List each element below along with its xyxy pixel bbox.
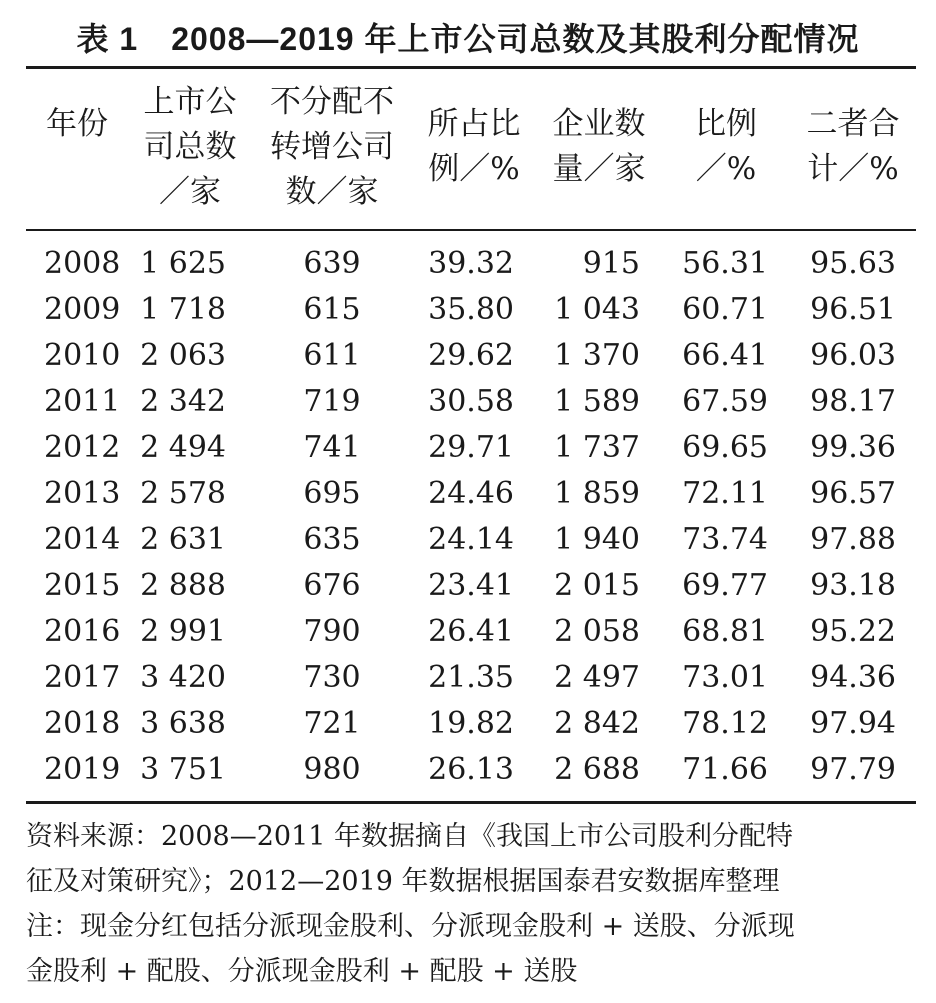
- no-distribution-cell: 730: [303, 659, 361, 695]
- no-distribution-cell: 721: [303, 705, 361, 741]
- share-ratio-cell: 39.32: [428, 245, 514, 281]
- combined-cell: 96.51: [810, 291, 896, 327]
- year-cell: 2016: [44, 613, 121, 649]
- header-line: 比例: [695, 106, 757, 142]
- year-cell: 2017: [44, 659, 121, 695]
- combined-cell: 99.36: [810, 429, 896, 465]
- table-row: [26, 608, 916, 654]
- source-note: 资料来源：2008—2011 年数据摘自《我国上市公司股利分配特: [26, 821, 794, 852]
- company-count-cell: 2 497: [554, 659, 640, 695]
- header-line: ／家: [159, 174, 221, 210]
- ratio-cell: 68.81: [682, 613, 768, 649]
- no-distribution-cell: 695: [303, 475, 361, 511]
- company-count-cell: 1 737: [554, 429, 640, 465]
- share-ratio-cell: 21.35: [428, 659, 514, 695]
- combined-cell: 97.88: [810, 521, 896, 557]
- combined-cell: 98.17: [810, 383, 896, 419]
- ratio-cell: 69.77: [682, 567, 768, 603]
- share-ratio-cell: 29.62: [428, 337, 514, 373]
- header-company-count: [536, 102, 662, 192]
- year-cell: 2018: [44, 705, 121, 741]
- company-count-cell: 1 370: [554, 337, 640, 373]
- no-distribution-cell: 719: [303, 383, 361, 419]
- table-title: 表 1 2008—2019 年上市公司总数及其股利分配情况: [76, 21, 860, 57]
- header-total-companies: [128, 80, 252, 215]
- total-companies-cell: 3 638: [140, 705, 226, 741]
- total-companies-cell: 2 631: [140, 521, 226, 557]
- no-distribution-cell: 615: [303, 291, 361, 327]
- header-line: 企业数: [552, 106, 646, 142]
- no-distribution-cell: 980: [303, 751, 361, 787]
- table-row: [26, 378, 916, 424]
- total-companies-cell: 3 751: [140, 751, 226, 787]
- year-cell: 2008: [44, 245, 121, 281]
- table-row: [26, 240, 916, 286]
- combined-cell: 95.22: [810, 613, 896, 649]
- share-ratio-cell: 24.46: [428, 475, 514, 511]
- explanatory-note: 金股利 + 配股、分派现金股利 + 配股 + 送股: [26, 956, 578, 987]
- ratio-cell: 60.71: [682, 291, 768, 327]
- header-line: 司总数: [143, 129, 237, 165]
- header-no-distribution: [252, 80, 412, 215]
- total-companies-cell: 2 494: [140, 429, 226, 465]
- table-row: [26, 470, 916, 516]
- header-share-ratio: [412, 102, 536, 192]
- total-companies-cell: 2 063: [140, 337, 226, 373]
- data-table: [26, 240, 916, 792]
- table-row: [26, 562, 916, 608]
- header-line: 例／%: [428, 151, 520, 187]
- top-rule: [26, 66, 916, 69]
- table-row: [26, 424, 916, 470]
- ratio-cell: 72.11: [682, 475, 768, 511]
- total-companies-cell: 2 991: [140, 613, 226, 649]
- no-distribution-cell: 676: [303, 567, 361, 603]
- header-line: 二者合: [806, 106, 900, 142]
- year-cell: 2012: [44, 429, 121, 465]
- ratio-cell: 73.01: [682, 659, 768, 695]
- ratio-cell: 73.74: [682, 521, 768, 557]
- table-row: [26, 654, 916, 700]
- year-cell: 2019: [44, 751, 121, 787]
- ratio-cell: 78.12: [682, 705, 768, 741]
- header-year: [26, 102, 128, 147]
- year-cell: 2010: [44, 337, 121, 373]
- ratio-cell: 56.31: [682, 245, 768, 281]
- total-companies-cell: 2 342: [140, 383, 226, 419]
- year-cell: 2009: [44, 291, 121, 327]
- company-count-cell: 2 058: [554, 613, 640, 649]
- company-count-cell: 1 940: [554, 521, 640, 557]
- table-row: [26, 332, 916, 378]
- header-line: ／%: [695, 151, 757, 187]
- company-count-cell: 1 859: [554, 475, 640, 511]
- header-rule: [26, 229, 916, 231]
- no-distribution-cell: 741: [303, 429, 361, 465]
- company-count-cell: 2 688: [554, 751, 640, 787]
- company-count-cell: 2 842: [554, 705, 640, 741]
- ratio-cell: 66.41: [682, 337, 768, 373]
- total-companies-cell: 2 578: [140, 475, 226, 511]
- header-line: 年份: [46, 106, 108, 142]
- header-combined: [790, 102, 916, 192]
- combined-cell: 96.57: [810, 475, 896, 511]
- ratio-cell: 69.65: [682, 429, 768, 465]
- share-ratio-cell: 24.14: [428, 521, 514, 557]
- share-ratio-cell: 30.58: [428, 383, 514, 419]
- combined-cell: 94.36: [810, 659, 896, 695]
- combined-cell: 96.03: [810, 337, 896, 373]
- source-note: 征及对策研究》；2012—2019 年数据根据国泰君安数据库整理: [26, 866, 780, 897]
- table-notes: [26, 814, 921, 994]
- year-cell: 2015: [44, 567, 121, 603]
- no-distribution-cell: 611: [303, 337, 361, 373]
- year-cell: 2014: [44, 521, 121, 557]
- share-ratio-cell: 35.80: [428, 291, 514, 327]
- total-companies-cell: 1 625: [140, 245, 226, 281]
- company-count-cell: 1 589: [554, 383, 640, 419]
- share-ratio-cell: 26.41: [428, 613, 514, 649]
- combined-cell: 93.18: [810, 567, 896, 603]
- header-line: 转增公司: [270, 129, 394, 165]
- ratio-cell: 67.59: [682, 383, 768, 419]
- header-line: 上市公: [143, 84, 237, 120]
- table-row: [26, 286, 916, 332]
- combined-cell: 97.94: [810, 705, 896, 741]
- ratio-cell: 71.66: [682, 751, 768, 787]
- total-companies-cell: 1 718: [140, 291, 226, 327]
- share-ratio-cell: 26.13: [428, 751, 514, 787]
- combined-cell: 95.63: [810, 245, 896, 281]
- header-line: 量／家: [552, 151, 646, 187]
- table-row: [26, 516, 916, 562]
- header-line: 不分配不: [270, 84, 394, 120]
- total-companies-cell: 3 420: [140, 659, 226, 695]
- company-count-cell: 2 015: [554, 567, 640, 603]
- table-row: [26, 700, 916, 746]
- no-distribution-cell: 639: [303, 245, 361, 281]
- no-distribution-cell: 635: [303, 521, 361, 557]
- no-distribution-cell: 790: [303, 613, 361, 649]
- header-line: 所占比: [427, 106, 521, 142]
- explanatory-note: 注：现金分红包括分派现金股利、分派现金股利 + 送股、分派现: [26, 911, 795, 942]
- share-ratio-cell: 23.41: [428, 567, 514, 603]
- header-line: 数／家: [285, 174, 379, 210]
- year-cell: 2013: [44, 475, 121, 511]
- bottom-rule: [26, 801, 916, 804]
- total-companies-cell: 2 888: [140, 567, 226, 603]
- company-count-cell: 1 043: [554, 291, 640, 327]
- header-line: 计／%: [807, 151, 899, 187]
- table-row: [26, 746, 916, 792]
- year-cell: 2011: [44, 383, 121, 419]
- share-ratio-cell: 19.82: [428, 705, 514, 741]
- combined-cell: 97.79: [810, 751, 896, 787]
- header-ratio: [662, 102, 790, 192]
- share-ratio-cell: 29.71: [428, 429, 514, 465]
- company-count-cell: 915: [582, 245, 640, 281]
